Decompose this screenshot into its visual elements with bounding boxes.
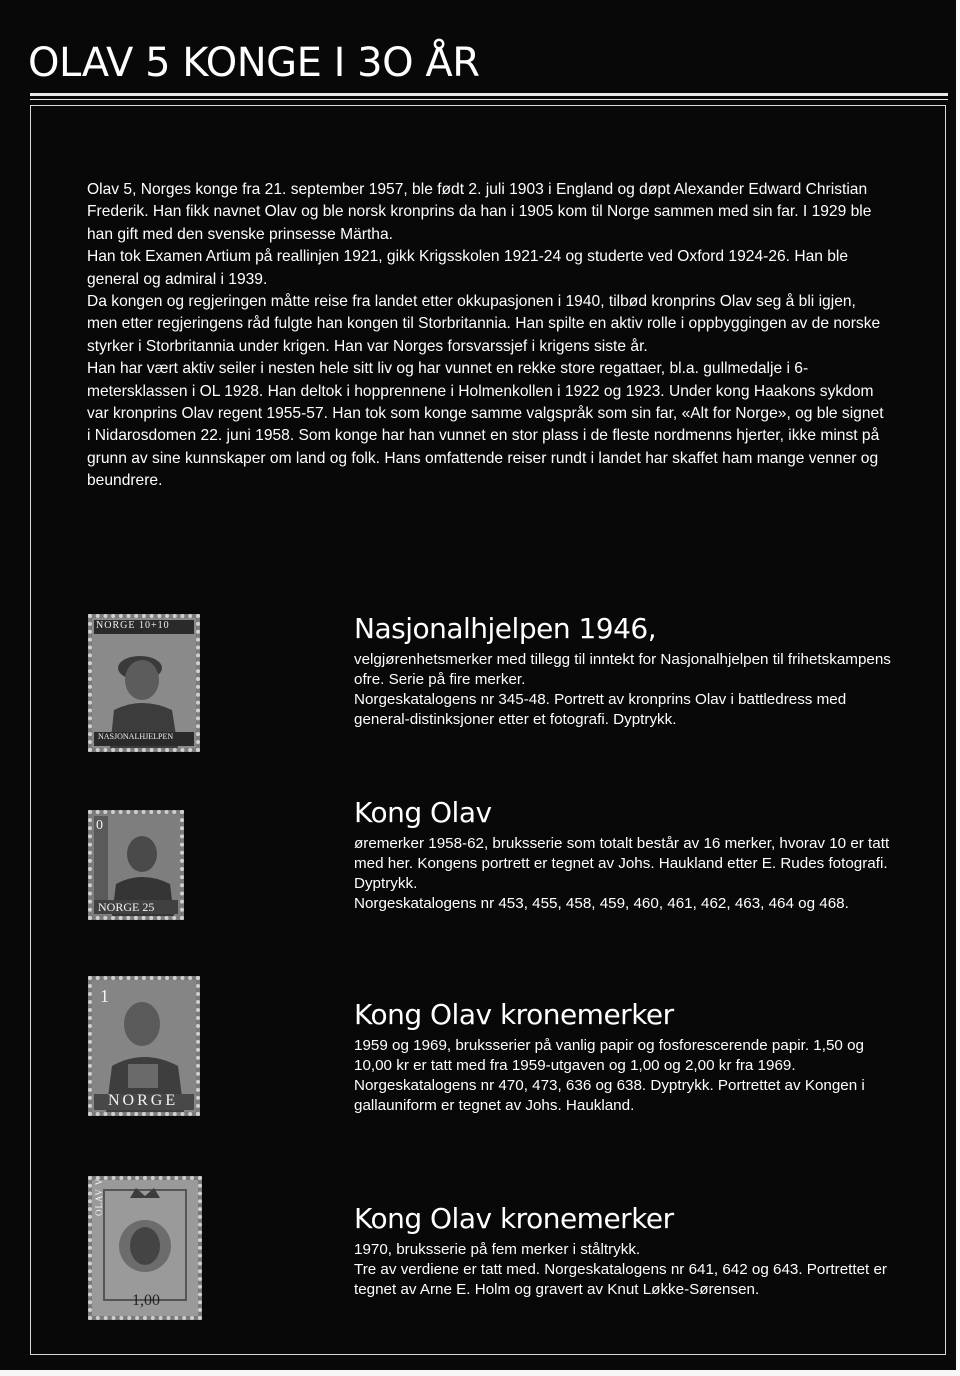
stamp-description [354,650,894,730]
stamp-image [88,1176,202,1320]
stamp-image [88,614,200,752]
stamp-description [354,1036,894,1116]
title-rule-thick [30,93,948,96]
page-title: OLAV 5 KONGE I 3O ÅR [28,40,480,86]
description-line: 1959 og 1969, bruksserier på vanlig papir og fosforescerende papir. 1,50 og 10,00 kr er tatt med fra 1959-utgaven og 1,00 og 2,00 kr fra 1969. Norgeskatalogens nr 470, 473, 636 og 638. Dyptrykk. Portrettet av Kongen i gallauniform er tegnet av Johs. Haukland. [354,1037,865,1114]
stamp-denomination: NORGE 10+10 [96,620,170,631]
stamp-heading: Nasjonalhjelpen 1946, [354,612,657,645]
description-line: Norgeskatalogens nr 345-48. Portrett av kronprins Olav i battledress med general-distinksjoner etter et fotografi. Dyptrykk. [354,691,847,728]
stamp-heading: Kong Olav kronemerker [354,1202,674,1235]
intro-paragraph: Da kongen og regjeringen måtte reise fra landet etter okkupasjonen i 1940, tilbød kronprins Olav seg å bli igjen, men etter regjeringens råd fulgte han kongen til Storbritannia. Han spilte en aktiv rolle i oppbyggingen av de norske styrker i Storbritannia under krigen. Han var Norges forsvarssjef i krigens siste år. [87,293,881,355]
description-line: øremerker 1958-62, bruksserie som totalt består av 16 merker, hvorav 10 er tatt med her. Kongens portrett er tegnet av Johs. Haukland etter E. Rudes fotografi. Dyptrykk. [354,835,890,892]
intro-paragraph: Han har vært aktiv seiler i nesten hele sitt liv og har vunnet en rekke store regattaer, bl.a. gullmedalje i 6-metersklassen i OL 1928. Han deltok i hopprennene i Holmenkollen i 1922 og 1923. Under kong Haakons sykdom var kronprins Olav regent 1955-57. Han tok som konge samme valgspråk som sin far, «Alt for Norge», og ble signet i Nidarosdomen 22. juni 1958. Som konge har han vunnet en stor plass i de fleste nordmenns hjerter, ikke minst på grunn av sine kunnskaper om land og folk. Hans omfattende reiser rundt i landet har skaffet ham mange venner og beundrere. [87,360,884,490]
stamp-image [88,810,184,920]
stamp-caption: NORGE [108,1092,179,1109]
description-line: velgjørenhetsmerker med tillegg til inntekt for Nasjonalhjelpen til frihetskampens ofre. Serie på fire merker. [354,651,891,688]
intro-paragraph: Han tok Examen Artium på reallinjen 1921, gikk Krigsskolen 1921-24 og studerte ved Oxford 1924-26. Han ble general og admiral i 1939. [87,248,849,288]
title-rule-thin [30,99,948,100]
intro-paragraph: Olav 5, Norges konge fra 21. september 1957, ble født 2. juli 1903 i England og døpt Alexander Edward Christian Frederik. Han fikk navnet Olav og ble norsk kronprins da han i 1905 kom til Norge sammen med sin far. I 1929 ble han gift med den svenske prinsesse Märtha. [87,181,872,243]
soldier-portrait-icon [92,618,196,748]
stamp-denomination: 1,00 [132,1292,160,1309]
stamp-caption: NORGE 25 [98,900,155,914]
description-line: Tre av verdiene er tatt med. Norgeskatalogens nr 641, 642 og 643. Portrettet er tegnet av Arne E. Holm og gravert av Knut Løkke-Sørensen. [354,1261,887,1298]
stamp-description [354,834,894,914]
stamp-heading: Kong Olav kronemerker [354,998,674,1031]
stamp-caption: OLAV V [94,1177,104,1216]
description-line: Norgeskatalogens nr 453, 455, 458, 459, 460, 461, 462, 463, 464 og 468. [354,895,849,912]
stamp-description [354,1240,894,1300]
description-line: 1970, bruksserie på fem merker i ståltrykk. [354,1241,641,1258]
stamp-caption: NASJONALHJELPEN [98,732,174,741]
stamp-heading: Kong Olav [354,796,492,829]
intro-text [87,179,887,493]
stamp-denomination: 0 [96,818,104,833]
stamp-denomination: 1 [100,986,110,1006]
stamp-image [88,976,200,1116]
